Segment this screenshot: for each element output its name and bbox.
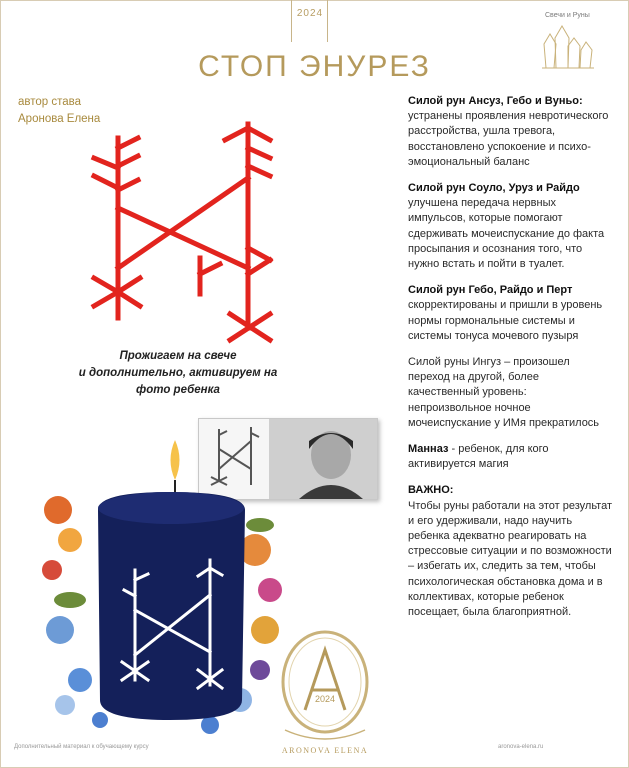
description-column [408, 94, 613, 631]
emblem-year: 2024 [314, 694, 336, 704]
section-1-body: устранены проявления невротического расстройства, ушла тревога, восстановлено успокоение и психо-эмоциональный баланс [408, 110, 609, 168]
page-title: СТОП ЭНУРЕЗ [198, 50, 431, 83]
section-4-body: Силой руны Ингуз – произошел переход на другой, более качественный уровень: непроизвольное ночное мочеиспускание у ИМя прекратилось [408, 356, 600, 429]
header-year: 2024 [296, 8, 324, 19]
section-5-heading: Манназ [408, 443, 449, 456]
author-label: автор става [18, 96, 82, 108]
top-divider-right [327, 0, 328, 42]
section-2-body: улучшена передача нервных импульсов, которые помогают сдерживать мочеиспускание до факта просыпания и осознания того, что нужно встать и пойти в туалет. [408, 197, 605, 271]
footer-left: Дополнительный материал к обучающему курсу [14, 744, 149, 750]
section-1 [408, 94, 613, 170]
section-5-body: - ребенок, для кого активируется магия [408, 443, 549, 471]
section-3-heading: Силой рун Гебо, Райдо и Перт [408, 284, 573, 297]
section-6-heading: ВАЖНО: [408, 484, 454, 497]
caption-line-2: и дополнительно, активируем на [78, 367, 278, 379]
caption-line-3: фото ребенка [136, 384, 220, 396]
section-3-body: скорректированы и пришли в уровень нормы гормональные системы и системы тонуса мочевого пузыря [408, 299, 603, 342]
section-3 [408, 283, 613, 344]
top-divider-left [291, 0, 292, 42]
section-6 [408, 483, 613, 620]
section-1-heading: Силой рун Ансуз, Гебо и Вуньо [408, 95, 579, 107]
section-4 [408, 355, 613, 431]
footer-right: aronova-elena.ru [498, 744, 544, 750]
section-5 [408, 442, 613, 472]
brand-name: Свечи и Руны [545, 12, 590, 19]
emblem-name: ARONOVA ELENA [281, 746, 369, 755]
aronova-emblem [265, 620, 385, 760]
caption [58, 348, 298, 399]
section-2 [408, 181, 613, 272]
author-name: Аронова Елена [18, 113, 101, 125]
candle-illustration [40, 430, 290, 735]
section-2-heading: Силой рун Соуло, Уруз и Райдо [408, 182, 580, 195]
section-6-body: Чтобы руны работали на этот результат и его удерживали, надо научить ребенка адекватно реагировать на стрессовые ситуации и по возможности – избегать их, следить за тем, чтобы психологическая обстановка дома и в коллективах, которые ребенок посещает, была благоприятной. [408, 499, 613, 619]
section-1-suffix: : [578, 95, 583, 107]
caption-line-1: Прожигаем на свече [119, 350, 237, 362]
rune-stave-red [80, 118, 290, 344]
